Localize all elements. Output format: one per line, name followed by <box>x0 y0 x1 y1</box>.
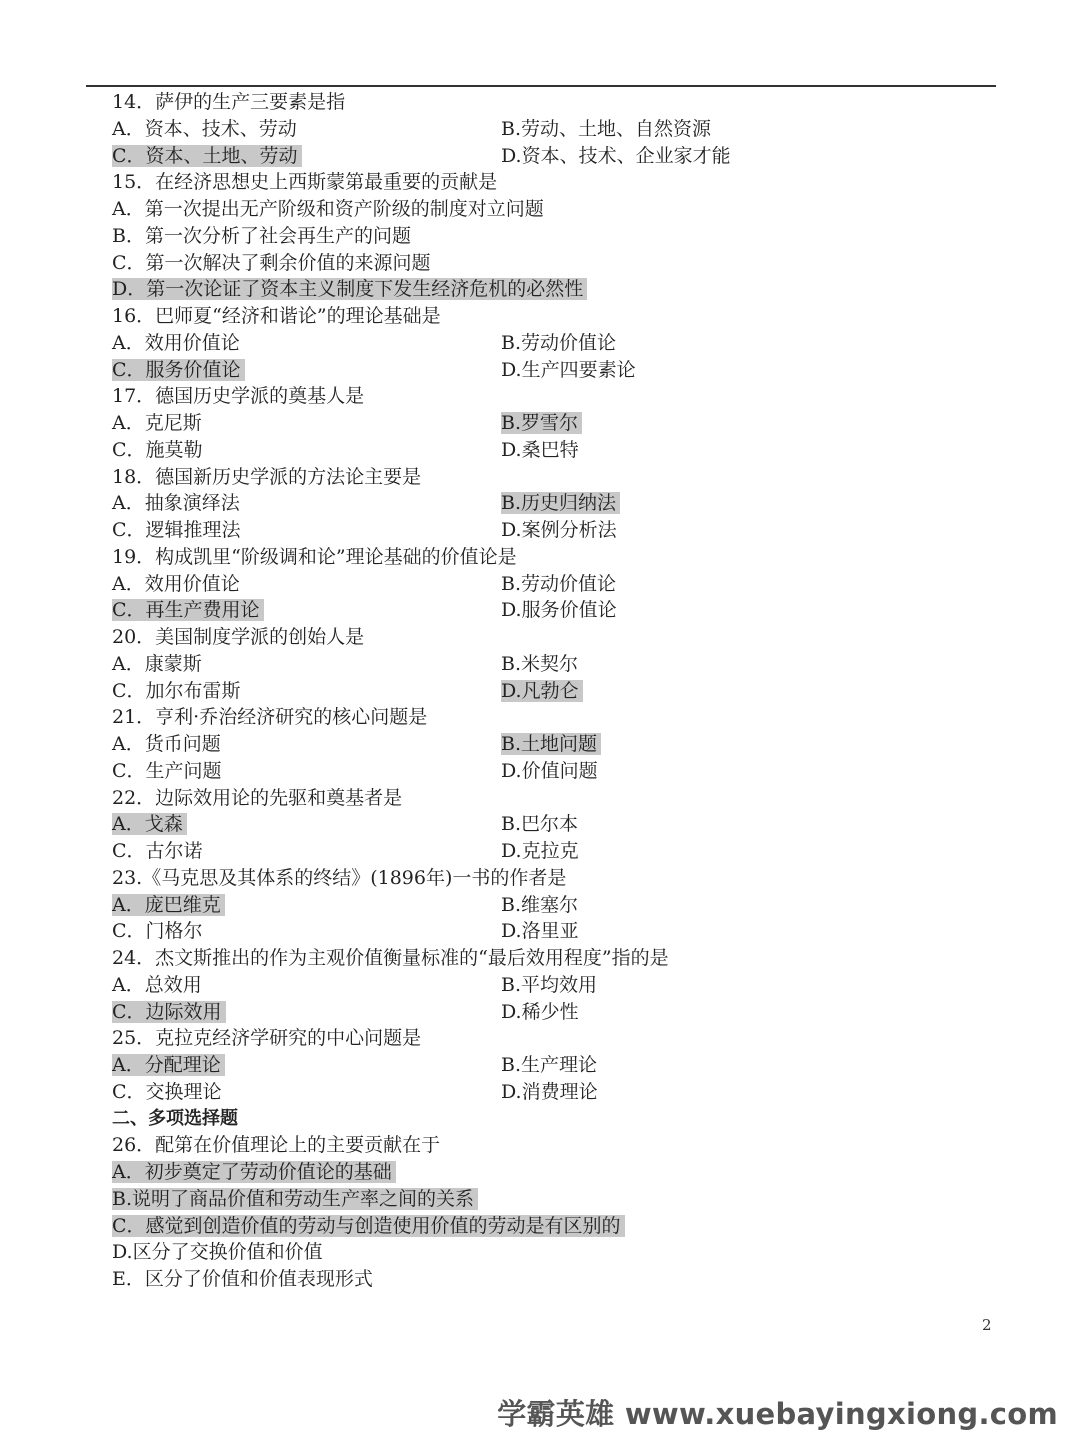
option: A．康蒙斯 <box>112 652 202 675</box>
option-row <box>112 1079 1012 1106</box>
option-highlighted: B.罗雪尔 <box>501 412 582 434</box>
option: C．交换理论 <box>112 1080 222 1103</box>
option: B.劳动价值论 <box>501 572 617 595</box>
question-stem: 25．克拉克经济学研究的中心问题是 <box>112 1027 422 1050</box>
question-stem: 16．巴师夏“经济和谐论”的理论基础是 <box>112 305 441 327</box>
option: E．区分了价值和价值表现形式 <box>112 1268 373 1290</box>
option-row <box>112 892 1012 919</box>
option-row <box>112 731 1012 758</box>
option: A．第一次提出无产阶级和资产阶级的制度对立问题 <box>112 198 544 220</box>
question-stem: 19．构成凯里“阶级调和论”理论基础的价值论是 <box>112 545 517 568</box>
option: A．效用价值论 <box>112 331 240 354</box>
option-highlighted: A．分配理论 <box>112 1054 225 1076</box>
option-highlighted: C．再生产费用论 <box>112 599 264 621</box>
option: C．施莫勒 <box>112 438 203 461</box>
question-stem: 24．杰文斯推出的作为主观价值衡量标准的“最后效用程度”指的是 <box>112 947 669 969</box>
question-list <box>112 89 1012 1293</box>
option-highlighted: D.凡勃仑 <box>501 680 583 702</box>
option-highlighted: D．第一次论证了资本主义制度下发生经济危机的必然性 <box>112 276 1012 303</box>
option-highlighted: B.说明了商品价值和劳动生产率之间的关系 <box>112 1186 1012 1213</box>
option: D.区分了交换价值和价值 <box>112 1241 323 1264</box>
option-row <box>112 811 1012 838</box>
option: D.桑巴特 <box>501 438 579 461</box>
option: C．生产问题 <box>112 759 222 782</box>
option-row <box>112 651 1012 678</box>
option: B.平均效用 <box>501 973 598 996</box>
option-row <box>112 972 1012 999</box>
option-row <box>112 490 1012 517</box>
option: D.洛里亚 <box>501 920 579 943</box>
option: D.案例分析法 <box>501 519 617 541</box>
option-row <box>112 116 1012 143</box>
option: C．古尔诺 <box>112 840 203 862</box>
page-number: 2 <box>982 1316 992 1334</box>
watermark: 学霸英雄 www.xuebayingxiong.com <box>497 1397 1058 1431</box>
option-row <box>112 143 1012 170</box>
option-highlighted: B.历史归纳法 <box>501 492 620 514</box>
option: B．第一次分析了社会再生产的问题 <box>112 224 411 247</box>
option: A．效用价值论 <box>112 572 240 595</box>
option: D.资本、技术、企业家才能 <box>501 144 731 167</box>
option: B.米契尔 <box>501 652 579 675</box>
option-highlighted: C．边际效用 <box>112 1001 226 1023</box>
option: D.消费理论 <box>501 1080 598 1103</box>
question-stem: 20．美国制度学派的创始人是 <box>112 626 365 648</box>
question-stem: 26．配第在价值理论上的主要贡献在于 <box>112 1134 441 1157</box>
option-highlighted: C．服务价值论 <box>112 359 245 381</box>
option: B.生产理论 <box>501 1054 598 1076</box>
option-highlighted: C．感觉到创造价值的劳动与创造使用价值的劳动是有区别的 <box>112 1213 1012 1240</box>
option: B.劳动、土地、自然资源 <box>501 117 712 140</box>
option-row <box>112 437 1012 464</box>
option-row <box>112 758 1012 785</box>
section-heading: 二、多项选择题 <box>112 1107 238 1129</box>
option-row <box>112 357 1012 384</box>
option: D.生产四要素论 <box>501 358 636 381</box>
option: A．资本、技术、劳动 <box>112 117 297 140</box>
option: C．逻辑推理法 <box>112 519 241 541</box>
question-stem: 21．亨利·乔治经济研究的核心问题是 <box>112 706 428 729</box>
question-stem: 22．边际效用论的先驱和奠基者是 <box>112 786 403 809</box>
option-highlighted: A．初步奠定了劳动价值论的基础 <box>112 1159 1012 1186</box>
option-highlighted: A．戈森 <box>112 813 187 835</box>
option: C．加尔布雷斯 <box>112 679 241 702</box>
option: A．货币问题 <box>112 733 221 755</box>
option: A．克尼斯 <box>112 412 202 434</box>
option: A．抽象演绎法 <box>112 492 240 515</box>
question-stem: 18．德国新历史学派的方法论主要是 <box>112 465 422 488</box>
option: D.服务价值论 <box>501 599 617 622</box>
option: A．总效用 <box>112 973 202 996</box>
option: B.维塞尔 <box>501 893 579 916</box>
option-highlighted: B.土地问题 <box>501 733 601 755</box>
option-row <box>112 410 1012 437</box>
option-row <box>112 330 1012 357</box>
header-rule <box>86 85 996 87</box>
question-stem: 15．在经济思想史上西斯蒙第最重要的贡献是 <box>112 171 498 194</box>
option-highlighted: C．资本、土地、劳动 <box>112 145 302 167</box>
option-row <box>112 597 1012 624</box>
option-highlighted: A．庞巴维克 <box>112 894 225 916</box>
option-row <box>112 1052 1012 1079</box>
option-row <box>112 838 1012 865</box>
option: C．第一次解决了剩余价值的来源问题 <box>112 251 431 274</box>
question-stem: 17．德国历史学派的奠基人是 <box>112 385 365 408</box>
option: B.巴尔本 <box>501 813 579 836</box>
question-stem: 23.《马克思及其体系的终结》(1896年)一书的作者是 <box>112 866 567 889</box>
option-row <box>112 571 1012 598</box>
option: C．门格尔 <box>112 920 203 943</box>
option-row <box>112 918 1012 945</box>
option-row <box>112 999 1012 1026</box>
option-row <box>112 678 1012 705</box>
option-row <box>112 517 1012 544</box>
question-stem: 14．萨伊的生产三要素是指 <box>112 91 346 113</box>
option: D.价值问题 <box>501 759 598 782</box>
option: D.稀少性 <box>501 1000 579 1023</box>
option: D.克拉克 <box>501 840 579 862</box>
option: B.劳动价值论 <box>501 331 617 354</box>
